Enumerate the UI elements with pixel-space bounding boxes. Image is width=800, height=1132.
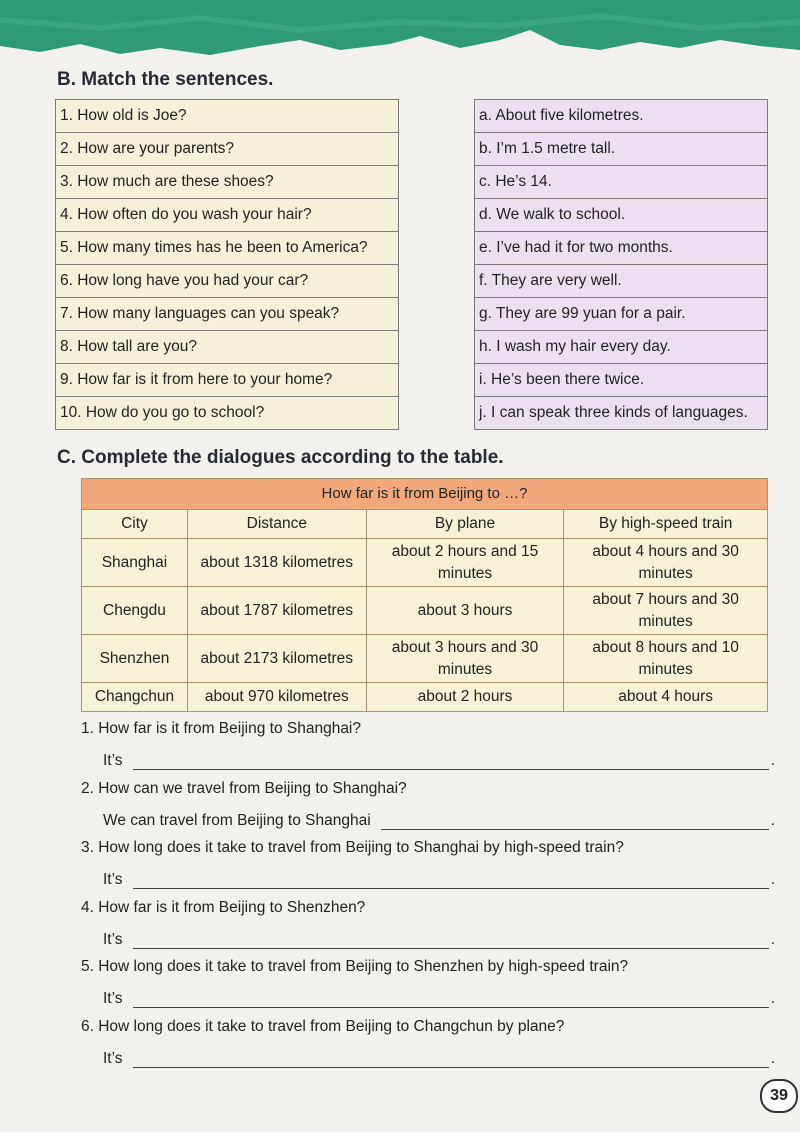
answer-cell: e. I’ve had it for two months. [475,232,768,265]
table-caption: How far is it from Beijing to …? [82,479,768,510]
table-row [475,199,768,232]
dialogue-questions [81,718,781,1075]
plane-cell: about 3 hours and 30 minutes [366,635,564,683]
question-cell: 3. How much are these shoes? [56,166,399,199]
answer-lead: It’s [103,871,123,888]
train-cell: about 4 hours and 30 minutes [564,539,768,587]
header-distance: Distance [187,510,366,539]
list-item [81,1016,781,1076]
table-row [56,232,399,265]
city-cell: Changchun [82,683,188,712]
table-row [56,166,399,199]
question-text: 6. How long does it take to travel from Beijing to Changchun by plane? [81,1017,565,1035]
answer-cell: h. I wash my hair every day. [475,331,768,364]
city-cell: Chengdu [82,587,188,635]
question-cell: 5. How many times has he been to America? [56,232,399,265]
answer-blank[interactable] [133,989,769,1008]
questions-table [55,99,399,430]
table-row [475,100,768,133]
section-b-title: B. Match the sentences. [57,69,274,90]
table-row [56,100,399,133]
decorative-banner [0,0,800,62]
train-cell: about 4 hours [564,683,768,712]
answer-blank[interactable] [133,751,769,770]
table-row [475,265,768,298]
answer-cell: b. I’m 1.5 metre tall. [475,133,768,166]
city-cell: Shanghai [82,539,188,587]
answer-cell: i. He’s been there twice. [475,364,768,397]
answer-cell: j. I can speak three kinds of languages. [475,397,768,430]
answer-cell: c. He’s 14. [475,166,768,199]
train-cell: about 8 hours and 10 minutes [564,635,768,683]
distance-cell: about 970 kilometres [187,683,366,712]
list-item [81,718,781,778]
table-row [56,298,399,331]
question-cell: 1. How old is Joe? [56,100,399,133]
end-mark: . [770,990,775,1007]
table-row [82,587,768,635]
question-cell: 9. How far is it from here to your home? [56,364,399,397]
answer-cell: a. About five kilometres. [475,100,768,133]
question-text: 2. How can we travel from Beijing to Shanghai? [81,779,407,797]
question-cell: 2. How are your parents? [56,133,399,166]
table-row [56,397,399,430]
end-mark: . [770,811,775,829]
question-cell: 7. How many languages can you speak? [56,298,399,331]
question-text: 5. How long does it take to travel from Beijing to Shenzhen by high-speed train? [81,958,629,975]
answer-lead: It’s [103,990,123,1007]
end-mark: . [770,1049,775,1067]
question-text: 1. How far is it from Beijing to Shanghai? [81,720,361,737]
answer-cell: g. They are 99 yuan for a pair. [475,298,768,331]
answer-blank[interactable] [133,930,769,949]
distance-cell: about 1318 kilometres [187,539,366,587]
plane-cell: about 2 hours and 15 minutes [366,539,564,587]
table-row [475,364,768,397]
answer-lead: We can travel from Beijing to Shanghai [103,811,371,829]
city-cell: Shenzhen [82,635,188,683]
answer-lead: It’s [103,1049,123,1067]
answer-blank[interactable] [381,811,769,830]
answer-blank[interactable] [133,870,769,889]
distance-cell: about 2173 kilometres [187,635,366,683]
table-row [56,265,399,298]
list-item [81,778,781,838]
table-row [82,683,768,712]
question-cell: 10. How do you go to school? [56,397,399,430]
answers-table [474,99,768,430]
table-row [56,331,399,364]
answer-lead: It’s [103,752,123,769]
table-header-row [82,510,768,539]
answer-lead: It’s [103,930,123,948]
table-row [56,364,399,397]
table-row [475,133,768,166]
plane-cell: about 2 hours [366,683,564,712]
list-item [81,837,781,897]
table-row [475,232,768,265]
table-row [82,635,768,683]
distance-table [81,478,768,712]
train-cell: about 7 hours and 30 minutes [564,587,768,635]
question-text: 4. How far is it from Beijing to Shenzhen? [81,898,366,916]
end-mark: . [770,930,775,948]
list-item [81,956,781,1016]
question-cell: 8. How tall are you? [56,331,399,364]
page-number: 39 [760,1079,798,1113]
table-row [56,199,399,232]
table-row [56,133,399,166]
distance-cell: about 1787 kilometres [187,587,366,635]
table-row [475,331,768,364]
answer-blank[interactable] [133,1049,769,1068]
plane-cell: about 3 hours [366,587,564,635]
section-c-title: C. Complete the dialogues according to the table. [57,447,504,468]
table-row [475,166,768,199]
end-mark: . [770,871,775,888]
question-cell: 6. How long have you had your car? [56,265,399,298]
table-row [82,539,768,587]
question-cell: 4. How often do you wash your hair? [56,199,399,232]
header-city: City [82,510,188,539]
table-row [475,298,768,331]
answer-cell: f. They are very well. [475,265,768,298]
list-item [81,897,781,957]
header-by-train: By high-speed train [564,510,768,539]
answer-cell: d. We walk to school. [475,199,768,232]
question-text: 3. How long does it take to travel from Beijing to Shanghai by high-speed train? [81,839,624,856]
table-caption-row [82,479,768,510]
header-by-plane: By plane [366,510,564,539]
end-mark: . [770,752,775,769]
table-row [475,397,768,430]
